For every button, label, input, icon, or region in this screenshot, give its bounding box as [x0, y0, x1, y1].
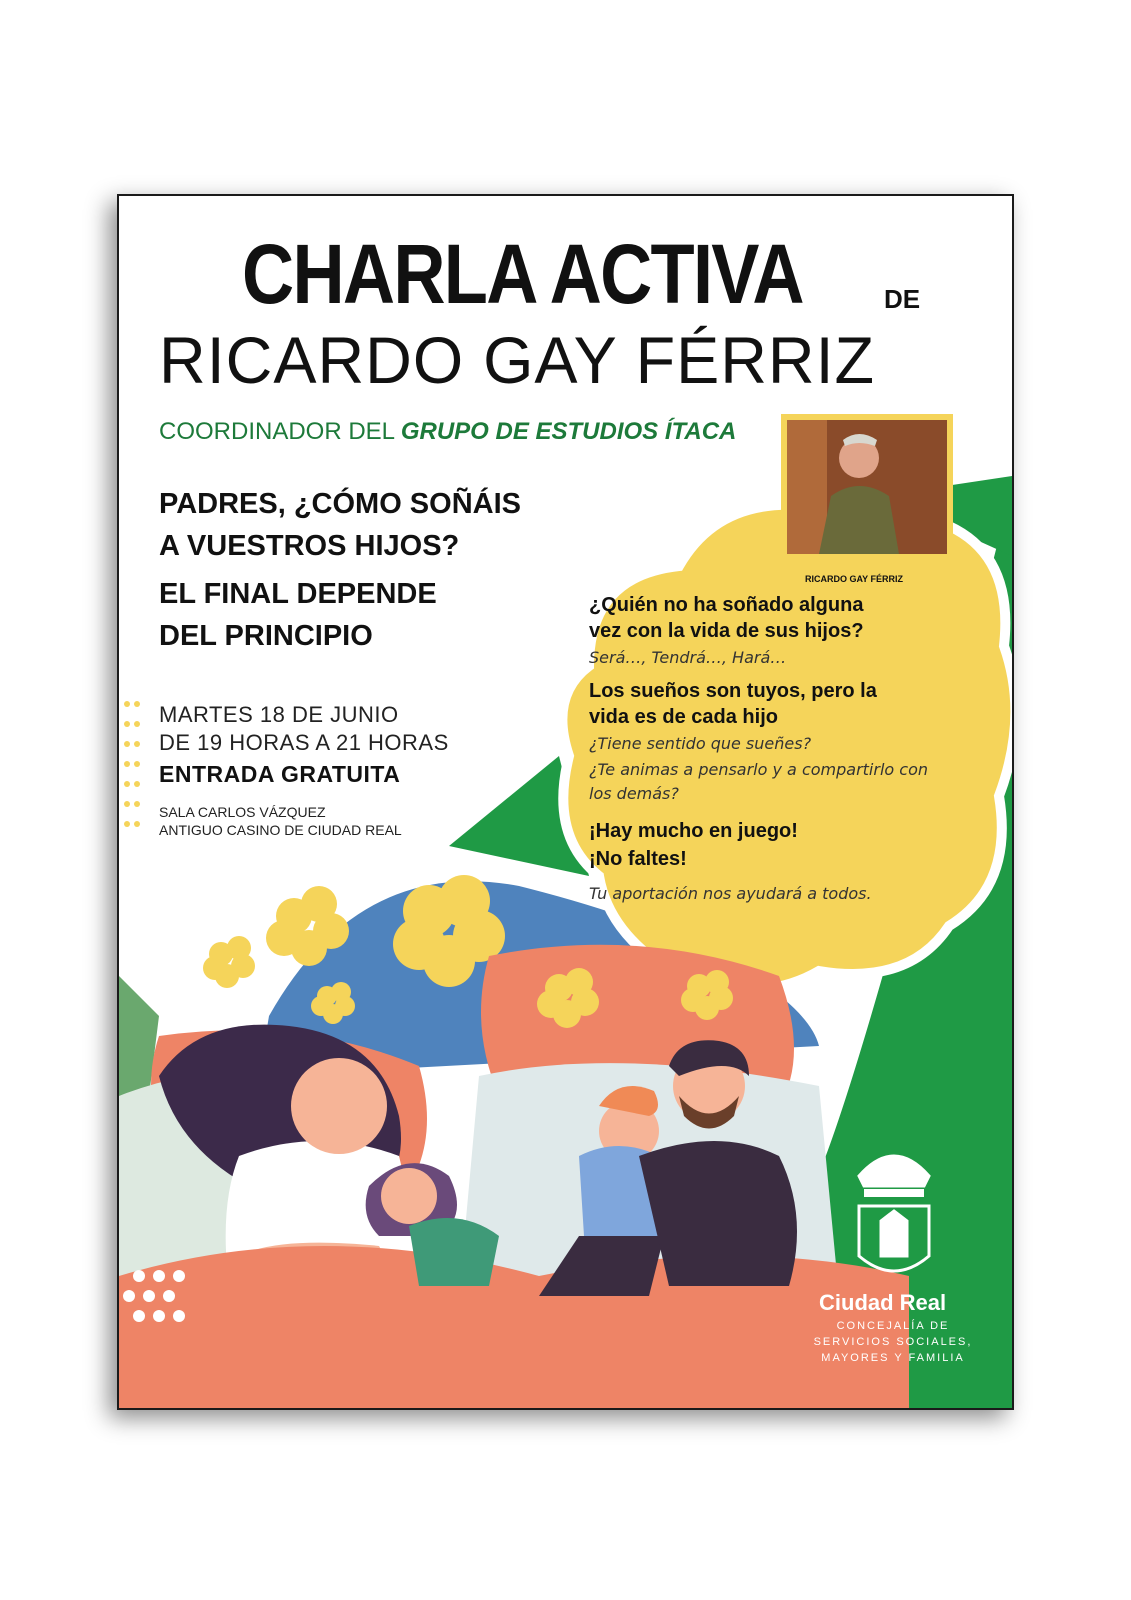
subtitle-line-2: DEL PRINCIPIO [159, 620, 373, 652]
logo-name: Ciudad Real [819, 1290, 947, 1315]
speaker-name-title: RICARDO GAY FÉRRIZ [159, 323, 876, 397]
bubble-italic-3: Tu aportación nos ayudará a todos. [589, 884, 872, 903]
coordinator-line: COORDINADOR DEL GRUPO DE ESTUDIOS ÍTACA [159, 418, 737, 445]
main-title: CHARLA ACTIVA [242, 227, 803, 321]
subtitle-line-1: EL FINAL DEPENDE [159, 578, 437, 610]
bubble-italic-1: Será…, Tendrá…, Hará… [589, 648, 787, 667]
event-poster [117, 194, 1014, 1410]
date-line-1: MARTES 18 DE JUNIO [159, 702, 399, 727]
bubble-italic-2b: ¿Te animas a pensarlo y a compartirlo con [589, 760, 928, 779]
bubble-heading-3a: ¡Hay mucho en juego! [589, 820, 798, 842]
venue-line-2: ANTIGUO CASINO DE CIUDAD REAL [159, 822, 402, 838]
entrance-label: ENTRADA GRATUITA [159, 761, 401, 787]
title-de: DE [884, 284, 921, 314]
date-line-2: DE 19 HORAS A 21 HORAS [159, 730, 449, 755]
logo-sub-1: CONCEJALÍA DE [836, 1320, 950, 1332]
logo-sub-2: SERVICIOS SOCIALES, [813, 1336, 973, 1348]
bubble-italic-2c: los demás? [589, 784, 679, 803]
logo-sub-3: MAYORES Y FAMILIA [821, 1352, 965, 1364]
venue-line-1: SALA CARLOS VÁZQUEZ [159, 804, 326, 820]
bubble-italic-2a: ¿Tiene sentido que sueñes? [589, 734, 812, 753]
bubble-heading-3b: ¡No faltes! [589, 848, 687, 870]
bubble-heading-2a: Los sueños son tuyos, pero la [589, 680, 877, 702]
photo-caption: RICARDO GAY FÉRRIZ [805, 574, 904, 584]
question-line-1: PADRES, ¿CÓMO SOÑÁIS [159, 488, 521, 520]
bubble-heading-1b: vez con la vida de sus hijos? [589, 620, 864, 642]
bubble-heading-1a: ¿Quién no ha soñado alguna [589, 594, 864, 616]
bubble-heading-2b: vida es de cada hijo [589, 706, 778, 728]
question-line-2: A VUESTROS HIJOS? [159, 530, 460, 562]
